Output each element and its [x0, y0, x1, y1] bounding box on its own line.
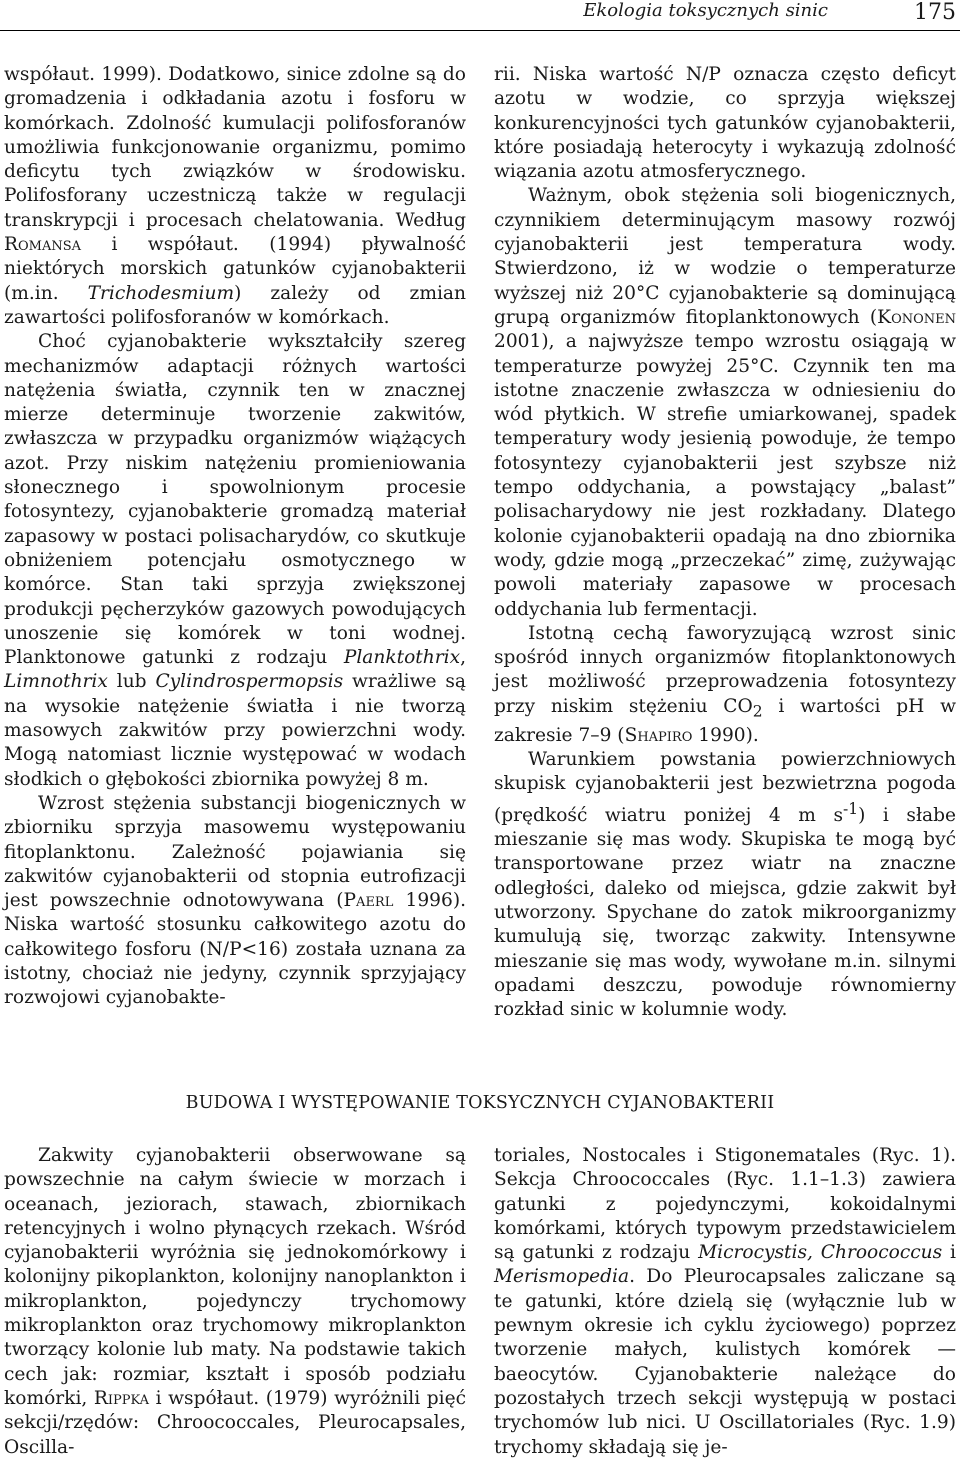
superscript: -1	[843, 799, 859, 818]
text-run: lub	[107, 671, 156, 693]
author-name: Shapiro	[624, 724, 693, 746]
author-name: Rippka	[93, 1387, 150, 1409]
text-run: współaut. 1999). Dodatkowo, sinice zdolne są do gromadzenia i odkładania azotu i fosforu w komórkach. Zdolność kumulacji polifosforanów umożliwia funkcjonowanie organizmu, pomimo deficytu tych związków w środowisku. Polifosforany uczestniczą także w regulacji transkrypcji i procesach chelatowania. Według	[4, 64, 466, 231]
right-column-bottom	[494, 1144, 956, 1460]
page-number: 175	[914, 0, 956, 25]
text-run: 1990).	[692, 724, 759, 746]
text-run: Warunkiem powstania powierzchniowych skupisk cyjanobakterii jest bezwietrzna pogoda (prędkość wiatru poniżej 4 m s	[494, 749, 956, 826]
paragraph	[494, 184, 956, 621]
left-column-top	[4, 63, 466, 1011]
paragraph	[4, 792, 466, 1011]
text-run: Ważnym, obok stężenia soli biogenicznych, czynnikiem determinującym masowy rozwój cyjanobakterii jest temperatura wody. Stwierdzono, iż w wodzie o temperaturze wyższej niż 20°C cyjanobakterie są dominującą grupą organizmów fitoplanktonowych (	[494, 185, 956, 328]
subscript: 2	[752, 702, 763, 721]
text-run: wrażliwe są na wysokie natężenie światła i nie tworzą masowych zakwitów przy powierzchni wody. Mogą natomiast licznie występować w wodach słodkich o głębokości zbiornika powyżej 8 m.	[4, 671, 466, 790]
paragraph	[4, 63, 466, 330]
author-name: Romansa	[4, 234, 82, 256]
text-run: toriales, Nostocales i Stigonematales (Ryc. 1). Sekcja Chroococcales (Ryc. 1.1–1.3) zawiera gatunki z pojedynczymi, kokoidalnymi komórkami, których typowym przedstawicielem są gatunki z rodzaju	[494, 1145, 956, 1264]
text-run: Zakwity cyjanobakterii obserwowane są powszechnie na całym świecie w morzach i oceanach, jeziorach, stawach, zbiornikach retencyjnych i wolno płynących rzekach. Wśród cyjanobakterii wyróżnia się jednokomórkowy i kolonijny pikoplankton, kolonijny nanoplankton i mikroplankton, pojedynczy trychomowy mikroplankton oraz trychomowy mikroplankton tworzący kolonie lub maty. Na podstawie takich cech jak: rozmiar, kształt i sposób podziału komórki,	[4, 1145, 466, 1409]
genus-name: Planktothrix	[343, 647, 461, 669]
left-column-bottom	[4, 1144, 466, 1460]
paragraph: rii. Niska wartość N/P oznacza często deficyt azotu w wodzie, co sprzyja większej konkurencyjności tych gatunków cyjanobakterii, które posiadają heterocyty i wykazują zdolność wiązania azotu atmosferycznego.	[494, 64, 956, 183]
text-run: . Do Pleurocapsales zaliczane są te gatunki, które dzielą się (wyłącznie lub w pewnym okresie ich cyklu życiowego) poprzez tworzenie małych, kulistych komórek — baeocytów. Cyjanobakterie należące do pozostałych trzech sekcji występują w postaci trychomów lub nici. U Oscillatoriales (Ryc. 1.9) trychomy składają się je-	[494, 1266, 956, 1458]
text-run: 2001), a najwyższe tempo wzrostu osiągają w temperaturze powyżej 25°C. Czynnik ten ma istotne znaczenie zwłaszcza w odniesieniu do wód płytkich. W strefie umiarkowanej, spadek temperatury wody jesienią powoduje, że tempo fotosyntezy cyjanobakterii jest szybsze niż tempo oddychania, a powstający „balast” polisacharydowy nie jest rozkładany. Dlatego kolonie cyjanobakterii opadają na dno zbiornika wody, gdzie mogą „przeczekać” zimę, zużywając powoli materiały zapasowe w procesach oddychania lub fermentacji.	[494, 331, 956, 620]
text-run: i współaut. (1979) wyróżnili pięć sekcji/rzędów: Chroococcales, Pleurocapsales, Oscilla-	[4, 1387, 466, 1458]
text-run: Istotną cechą faworyzującą wzrost sinic spośród innych organizmów fitoplanktonowych jest możliwość przeprowadzenia fotosyntezy przy niskim stężeniu CO	[494, 622, 956, 717]
section-heading: BUDOWA I WYSTĘPOWANIE TOKSYCZNYCH CYJANOBAKTERII	[185, 1093, 775, 1113]
paragraph	[494, 748, 956, 1022]
running-title: Ekologia toksycznych sinic	[583, 0, 828, 21]
genus-name: Microcystis, Chroococcus	[698, 1242, 943, 1264]
paragraph	[4, 330, 466, 792]
genus-name: Cylindrospermopsis	[155, 671, 344, 693]
text-run: ,	[460, 647, 466, 669]
text-run: ) i słabe mieszanie się mas wody. Skupiska te mogą być transportowane przez wiatr na znaczne odległości, daleko od miejsca, gdzie zakwit był utworzony. Spychane do zatok mikroorganizmy kumulują się, tworząc zakwity. Intensywne mieszanie się mas wody, wywołane m.in. silnymi opadami deszczu, powoduje równomierny rozkład sinic w kolumnie wody.	[494, 804, 956, 1021]
author-name: Paerl	[343, 890, 394, 912]
paragraph	[494, 1144, 956, 1460]
right-column-top	[494, 63, 956, 1022]
text-run: i	[942, 1242, 957, 1264]
text-run: i wartości pH w zakresie 7–9 (	[494, 695, 956, 746]
text-run: Choć cyjanobakterie wykształciły szereg mechanizmów adaptacji różnych wartości natężenia światła, czynnik ten w znacznej mierze determinuje tworzenie zakwitów, zwłaszcza w przypadku organizmów wiążących azot. Przy niskim natężeniu promieniowania słonecznego i spowolnionym procesie fotosyntezy, cyjanobakterie gromadzą materiał zapasowy w postaci polisacharydów, co skutkuje obniżeniem potencjału osmotycznego w komórce. Stan taki sprzyja zwiększonej produkcji pęcherzyków gazowych powodujących unoszenie się komórek w toni wodnej. Planktonowe gatunki z rodzaju	[4, 331, 466, 669]
text-run: i współaut. (1994) pływalność niektórych morskich gatunków cyjanobakterii (m.in.	[4, 234, 466, 304]
paragraph	[4, 1144, 466, 1460]
text-run: 1996). Niska wartość stosunku całkowitego azotu do całkowitego fosforu (N/P<16) została uznana za istotny, chociaż nie jedyny, czynnik sprzyjający rozwojowi cyjanobakte-	[4, 890, 466, 1009]
running-header	[0, 0, 960, 31]
author-name: Kononen	[877, 306, 956, 328]
text-run: Wzrost stężenia substancji biogenicznych w zbiorniku sprzyja masowemu występowaniu fitoplanktonu. Zależność pojawiania się zakwitów cyjanobakterii od stopnia eutrofizacji jest powszechnie odnotowywana (	[4, 792, 466, 912]
text-run: ) zależy od zmian zawartości polifosforanów w komórkach.	[4, 282, 466, 328]
genus-name: Merismopedia	[494, 1266, 630, 1288]
paragraph	[494, 622, 956, 748]
genus-name: Limnothrix	[4, 671, 108, 693]
genus-name: Trichodesmium	[87, 282, 235, 304]
